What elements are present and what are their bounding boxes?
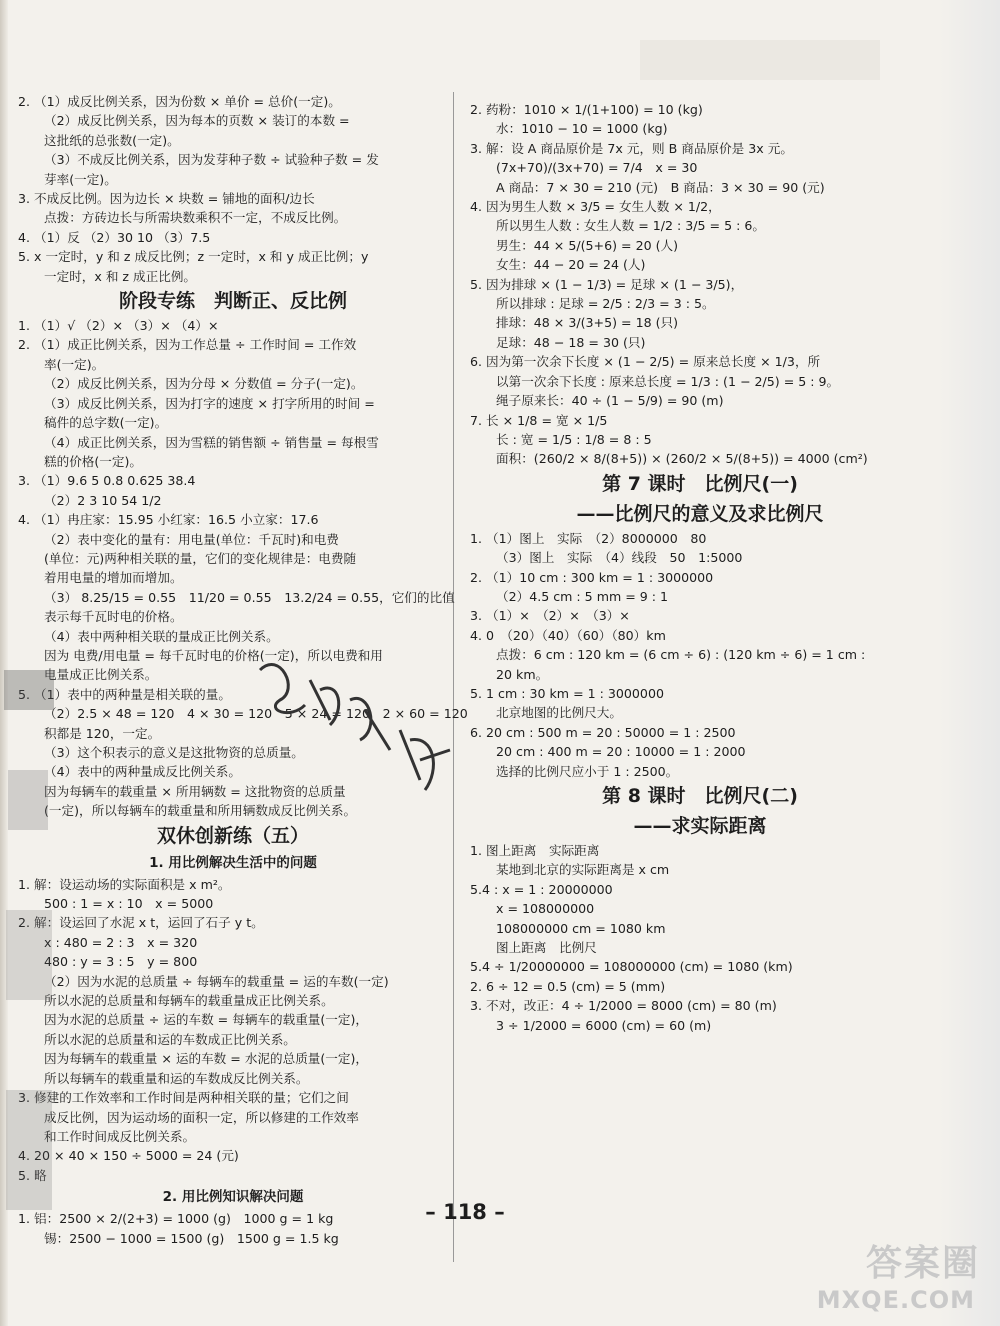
right-column — [470, 100, 930, 1035]
answer-line: 5. （1）表中的两种量是相关联的量。 — [18, 686, 231, 702]
answer-line: 锡：2500 − 1000 = 1500 (g) 1500 g = 1.5 kg — [44, 1230, 339, 1246]
faded-stamp-mark — [0, 650, 70, 1270]
answer-line: 所以水泥的总质量和运的车数成正比例关系。 — [44, 1031, 296, 1047]
answer-line: (7x+70)/(3x+70) = 7/4 x = 30 — [496, 160, 698, 176]
answer-line: （3） 8.25/15 = 0.55 11/20 = 0.55 13.2/24 = 0.55，它们的比值 — [44, 589, 455, 605]
answer-line: 4. 20 × 40 × 150 ÷ 5000 = 24 (元) — [18, 1148, 239, 1164]
page-right-edge — [940, 0, 1000, 1326]
subsection-title-ratio-problems: 2. 用比例知识解决问题 — [162, 1189, 304, 1206]
answer-line: 某地到北京的实际距离是 x cm — [496, 862, 670, 878]
answer-line: 4. 0 （20）（40）（60）（80）km — [470, 627, 666, 643]
answer-line: 3 ÷ 1/2000 = 6000 (cm) = 60 (m) — [496, 1017, 712, 1033]
answer-line: 因为水泥的总质量 ÷ 运的车数 = 每辆车的载重量(一定)， — [44, 1012, 369, 1028]
answer-line: 480 : y = 3 : 5 y = 800 — [44, 954, 198, 970]
answer-line: 2. （1）成正比例关系，因为工作总量 ÷ 工作时间 = 工作效 — [18, 337, 357, 353]
answer-line: 所以排球 : 足球 = 2/5 : 2/3 = 3 : 5。 — [496, 296, 715, 312]
answer-line: 20 km。 — [496, 666, 549, 682]
answer-line: 长 : 宽 = 1/5 : 1/8 = 8 : 5 — [496, 431, 652, 447]
answer-line: 北京地图的比例尺大。 — [496, 705, 622, 721]
answer-line: （4）成正比例关系，因为雪糕的销售额 ÷ 销售量 = 每根雪 — [44, 434, 379, 450]
answer-line: （2）2 3 10 54 1/2 — [44, 492, 162, 508]
answer-line: （2）因为水泥的总质量 ÷ 每辆车的载重量 = 运的车数(一定) — [44, 973, 389, 989]
subsection-title-life-problems: 1. 用比例解决生活中的问题 — [149, 854, 317, 871]
answer-line: A 商品：7 × 30 = 210 (元) B 商品：3 × 30 = 90 (元) — [496, 179, 825, 195]
answer-line: 面积：(260/2 × 8/(8+5)) × (260/2 × 5/(8+5)) = 4000 (cm²) — [496, 451, 868, 467]
answer-line: （4）表中两种相关联的量成正比例关系。 — [44, 628, 279, 644]
answer-line: 108000000 cm = 1080 km — [496, 920, 666, 936]
answer-line: （3）图上 实际 （4）线段 50 1:5000 — [496, 550, 743, 566]
answer-line: 足球：48 − 18 = 30 (只) — [496, 334, 646, 350]
answer-line: 排球：48 × 3/(3+5) = 18 (只) — [496, 315, 679, 331]
section-title-scale-one: 第 7 课时 比例尺(一) — [602, 472, 798, 495]
answer-block-scale-two — [470, 841, 930, 1035]
answer-line: （2）成反比例关系，因为每本的页数 × 装订的本数 = — [44, 113, 350, 129]
answer-line: （2）2.5 × 48 = 120 4 × 30 = 120 5 × 24 = 120 2 × 60 = 120 — [44, 706, 468, 722]
answer-line: 女生：44 − 20 = 24 (人) — [496, 257, 646, 273]
answer-line: 表示每千瓦时电的价格。 — [44, 609, 183, 625]
answer-line: 1. 解：设运动场的实际面积是 x m²。 — [18, 876, 231, 892]
answer-line: 选择的比例尺应小于 1 : 2500。 — [496, 763, 679, 779]
answer-line: （2）表中变化的量有：用电量(单位：千瓦时)和电费 — [44, 531, 339, 547]
answer-line: 5. 因为排球 × (1 − 1/3) = 足球 × (1 − 3/5)， — [470, 276, 744, 292]
answer-line: 3. 解：设 A 商品原价是 7x 元，则 B 商品原价是 3x 元。 — [470, 140, 793, 156]
answer-line: 所以每辆车的载重量和运的车数成反比例关系。 — [44, 1070, 309, 1086]
answer-line: 2. （1）成反比例关系，因为份数 × 单价 = 总价(一定)。 — [18, 94, 341, 109]
answer-line: 1. （1）图上 实际 （2）8000000 80 — [470, 530, 707, 546]
answer-line: 成反比例，因为运动场的面积一定，所以修建的工作效率 — [44, 1109, 359, 1125]
answer-block-ratio-continued — [470, 100, 930, 469]
faded-top-strip — [640, 40, 880, 80]
answer-block-scale-one — [470, 529, 930, 781]
answer-line: 20 cm : 400 m = 20 : 10000 = 1 : 2000 — [496, 744, 746, 760]
answer-line: 点拨：方砖边长与所需块数乘积不一定，不成反比例。 — [44, 210, 347, 226]
answer-line: (单位：元)两种相关联的量，它们的变化规律是：电费随 — [44, 550, 357, 566]
answer-line: x : 480 = 2 : 3 x = 320 — [44, 934, 198, 950]
answer-line: 这批纸的总张数(一定)。 — [44, 132, 180, 148]
answer-line: 因为 电费/用电量 = 每千瓦时电的价格(一定)，所以电费和用 — [44, 647, 383, 663]
answer-line: 4. 因为男生人数 × 3/5 = 女生人数 × 1/2， — [470, 199, 721, 215]
answer-line: 2. 药粉：1010 × 1/(1+100) = 10 (kg) — [470, 102, 703, 117]
answer-line: 糕的价格(一定)。 — [44, 453, 142, 469]
answer-line: （2）成反比例关系，因为分母 × 分数值 = 分子(一定)。 — [44, 376, 364, 392]
section-subtitle-scale-two: ——求实际距离 — [633, 815, 767, 837]
answer-line: 5. x 一定时，y 和 z 成反比例；z 一定时，x 和 y 成正比例；y — [18, 249, 369, 265]
answer-line: 500 : 1 = x : 10 x = 5000 — [44, 896, 214, 912]
answer-line: 5.4 ÷ 1/20000000 = 108000000 (cm) = 1080 (km) — [470, 959, 793, 975]
answer-line: 率(一定)。 — [44, 356, 105, 372]
answer-line: 图上距离 比例尺 — [496, 940, 597, 956]
handwritten-scribble — [250, 650, 460, 810]
answer-line: 4. （1）反 （2）30 10 （3）7.5 — [18, 229, 211, 245]
answer-line: 男生：44 × 5/(5+6) = 20 (人) — [496, 237, 679, 253]
answer-line: 3. 不成反比例。因为边长 × 块数 = 铺地的面积/边长 — [18, 191, 315, 207]
answer-line: 4. （1）冉庄家：15.95 小红家：16.5 小立家：17.6 — [18, 512, 319, 528]
answer-line: 和工作时间成反比例关系。 — [44, 1128, 196, 1144]
answer-line: 6. 20 cm : 500 m = 20 : 50000 = 1 : 2500 — [470, 724, 736, 740]
answer-line: 以第一次余下长度 : 原来总长度 = 1/3 : (1 − 2/5) = 5 : 9。 — [496, 373, 840, 389]
answer-line: 5.4 : x = 1 : 20000000 — [470, 881, 613, 897]
answer-line: （3）不成反比例关系，因为发芽种子数 ÷ 试验种子数 = 发 — [44, 152, 379, 168]
answer-line: 一定时，x 和 z 成正比例。 — [44, 268, 197, 284]
answer-line: 3. 不对，改正：4 ÷ 1/2000 = 8000 (cm) = 80 (m) — [470, 998, 777, 1014]
answer-line: 电量成正比例关系。 — [44, 667, 158, 683]
answer-line: 2. 6 ÷ 12 = 0.5 (cm) = 5 (mm) — [470, 978, 666, 994]
answer-line: （2）4.5 cm : 5 mm = 9 : 1 — [496, 588, 669, 604]
answer-block-ratio-problems — [18, 1209, 448, 1248]
answer-line: 5. 1 cm : 30 km = 1 : 3000000 — [470, 685, 664, 701]
section-title-weekend-practice: 双休创新练（五） — [156, 824, 309, 847]
answer-line: 因为每辆车的载重量 × 运的车数 = 水泥的总质量(一定)， — [44, 1051, 369, 1067]
answer-line: 1. （1）√ （2）× （3）× （4）× — [18, 318, 219, 334]
answer-line: 着用电量的增加而增加。 — [44, 570, 183, 586]
watermark-url: MXQE.COM — [816, 1286, 975, 1314]
answer-line: 1. 铝：2500 × 2/(2+3) = 1000 (g) 1000 g = 1 kg — [18, 1211, 334, 1227]
answer-line: 6. 因为第一次余下长度 × (1 − 2/5) = 原来总长度 × 1/3，所 — [470, 354, 821, 370]
answer-line: 2. 解：设运回了水泥 x t，运回了石子 y t。 — [18, 915, 264, 931]
section-subtitle-scale-one: ——比例尺的意义及求比例尺 — [576, 502, 824, 525]
answer-line: 5. 略 — [18, 1167, 47, 1183]
answer-line: 3. （1）9.6 5 0.8 0.625 38.4 — [18, 473, 196, 489]
answer-line: 点拨：6 cm : 120 km = (6 cm ÷ 6) : (120 km ÷ 6) = 1 cm : — [496, 647, 866, 663]
answer-block-intro — [18, 92, 448, 286]
answer-line: 因为每辆车的载重量 × 所用辆数 = 这批物资的总质量 — [44, 783, 346, 799]
answer-line: 7. 长 × 1/8 = 宽 × 1/5 — [470, 412, 608, 428]
answer-line: 3. （1）× （2）× （3）× — [470, 608, 630, 624]
answer-line: x = 108000000 — [496, 901, 595, 917]
answer-block-life-problems — [18, 875, 448, 1186]
answer-line: 所以男生人数 : 女生人数 = 1/2 : 3/5 = 5 : 6。 — [496, 218, 765, 234]
watermark-logo: 答案圈 — [865, 1243, 980, 1284]
answer-line: 芽率(一定)。 — [44, 171, 117, 187]
answer-line: 2. （1）10 cm : 300 km = 1 : 3000000 — [470, 569, 714, 585]
answer-line: (一定)，所以每辆车的载重量和所用辆数成反比例关系。 — [44, 803, 357, 819]
answer-line: 水：1010 − 10 = 1000 (kg) — [496, 121, 668, 137]
answer-line: 3. 修建的工作效率和工作时间是两种相关联的量；它们之间 — [18, 1090, 349, 1106]
answer-line: 所以水泥的总质量和每辆车的载重量成正比例关系。 — [44, 993, 334, 1009]
answer-line: （3）这个积表示的意义是这批物资的总质量。 — [44, 745, 304, 760]
answer-line: 1. 图上距离 实际距离 — [470, 843, 600, 858]
section-title-scale-two: 第 8 课时 比例尺(二) — [602, 785, 798, 807]
answer-line: （3）成反比例关系，因为打字的速度 × 打字所用的时间 = — [44, 395, 375, 411]
section-title-judgement: 阶段专练 判断正、反比例 — [118, 290, 347, 313]
page-number: – 118 – — [425, 1200, 505, 1224]
answer-line: 稿件的总字数(一定)。 — [44, 415, 168, 431]
answer-line: （4）表中的两种量成反比例关系。 — [44, 764, 241, 780]
answer-line: 绳子原来长：40 ÷ (1 − 5/9) = 90 (m) — [496, 393, 724, 409]
answer-line: 积都是 120，一定。 — [44, 725, 161, 741]
